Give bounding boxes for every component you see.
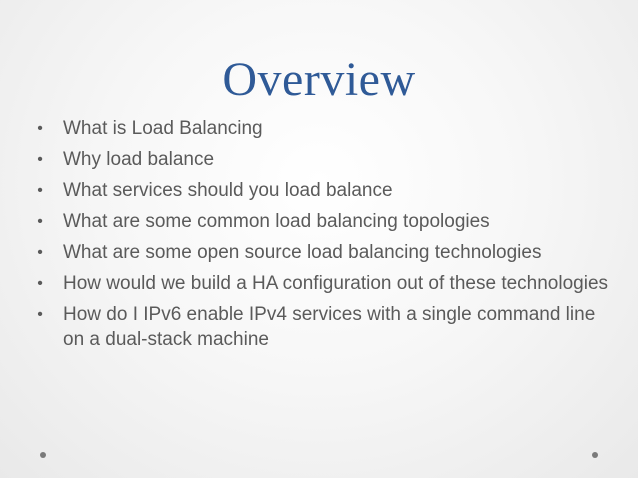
bullet-text: Why load balance xyxy=(63,149,215,170)
corner-dot-left-icon xyxy=(40,452,46,458)
bullet-item xyxy=(34,116,614,141)
bullet-list xyxy=(34,116,614,358)
bullet-icon: • xyxy=(37,182,43,199)
bullet-text: What is Load Balancing xyxy=(63,118,263,139)
bullet-item xyxy=(34,271,614,296)
bullet-icon: • xyxy=(37,120,43,137)
bullet-icon: • xyxy=(37,244,43,261)
bullet-icon: • xyxy=(37,275,43,292)
slide-title: Overview xyxy=(222,53,416,106)
bullet-icon: • xyxy=(37,151,43,168)
bullet-item xyxy=(34,147,614,172)
corner-dot-right-icon xyxy=(592,452,598,458)
bullet-text: How would we build a HA configuration out of these technologies xyxy=(63,273,609,294)
bullet-item xyxy=(34,240,614,265)
bullet-text: What are some open source load balancing technologies xyxy=(63,242,542,263)
bullet-item xyxy=(34,209,614,234)
bullet-text: How do I IPv6 enable IPv4 services with a single command line on a dual-stack machine xyxy=(63,304,596,350)
bullet-item xyxy=(34,178,614,203)
bullet-text: What are some common load balancing topologies xyxy=(63,211,490,232)
bullet-text: What services should you load balance xyxy=(63,180,393,201)
bullet-icon: • xyxy=(37,213,43,230)
bullet-icon: • xyxy=(37,306,43,323)
bullet-item xyxy=(34,302,614,352)
